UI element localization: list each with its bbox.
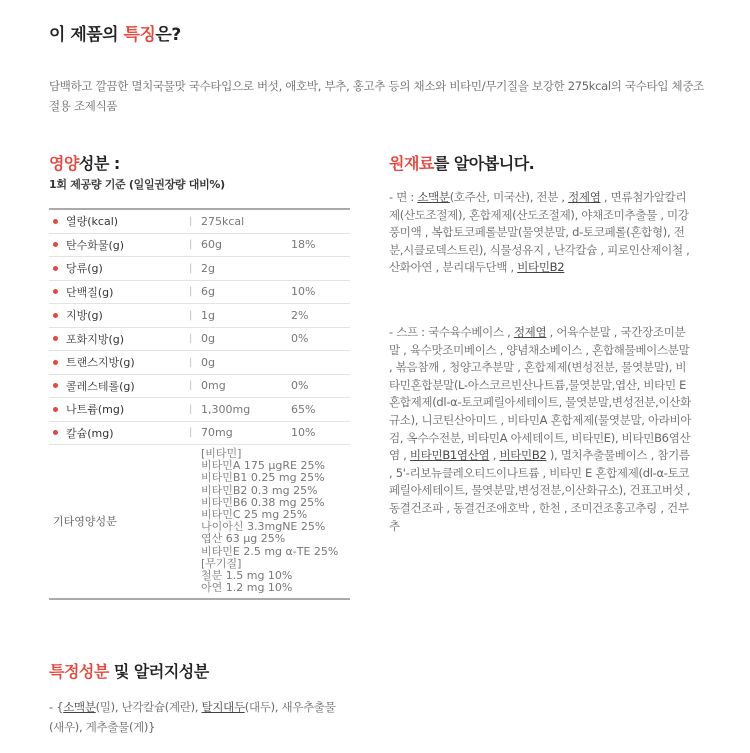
allergen-list: - {소맥분(밀), 난각칼슘(계란), 탈지대두(대두), 새우추출물(새우), 게추출물(게)} — [49, 700, 336, 734]
nutrient-name: 포화지방(g) — [66, 332, 125, 346]
nutrient-percent: 65% — [291, 402, 316, 416]
soup-ingredients: - 스프 : 국수육수베이스 , 정제염 , 어육수분말 , 국간장조미분말 , 육수맛조미베이스 , 양념채소베이스 , 혼합해물베이스분말 , 볶음참깨 , 청양고추분말 , 혼합제제(변성전분, 물엿분말), 비타민혼합분말(L-아스코르빈산나트륨,물엿분말,엽산, 비타민 E 혼합제제(dl-α-토코페릴아세테이트, 물엿분말,변성전분,이산화규소), 니코틴산아미드 , 비타민A 혼합제제(물엿분말, 아라비아검, 옥수수전분, 비타민A 아세테이트, 비타민E), 비타민B6염산염 , 비타민B1염산염 , 비타민B2 ), 멸치추출물베이스 , 참기름 , 5'-리보뉴클레오티드이나트륨 , 비타민 E 혼합제제(dl-α-토코페릴아세테이트, 물엿분말,변성전분,이산화규소), 건표고버섯 , 동결건조파 , 동결건조애호박 , 한천 , 조미건조홍고추링 , 건부추 — [389, 325, 692, 533]
column-separator: | — [189, 356, 193, 368]
nutrient-name: 지방(g) — [66, 309, 103, 323]
other-nutrient-line: 비타민E 2.5 mg α-TE 25% — [201, 544, 339, 558]
nutrient-name: 열량(kcal) — [66, 215, 119, 229]
column-separator: | — [189, 333, 193, 345]
other-nutrient-line: 비타민B1 0.25 mg 25% — [201, 471, 325, 485]
nutrient-amount: 1g — [201, 308, 215, 322]
column-separator: | — [189, 239, 193, 251]
other-nutrients-row — [49, 445, 350, 598]
ingredient-highlight: 정제염 — [513, 325, 547, 339]
other-nutrient-line: 비타민C 25 mg 25% — [201, 508, 308, 522]
nutrient-amount: 60g — [201, 238, 222, 252]
nutrition-row — [49, 328, 350, 352]
raw-materials-title: 원재료를 알아봅니다. — [389, 154, 535, 173]
nutrition-row — [49, 281, 350, 305]
nutrient-percent: 10% — [291, 285, 316, 299]
nutrient-percent: 18% — [291, 238, 316, 252]
allergen-highlight: 소맥분 — [63, 700, 96, 714]
bullet-icon — [53, 313, 58, 318]
column-separator: | — [189, 380, 193, 392]
nutrition-row — [49, 398, 350, 422]
other-nutrient-line: 엽산 63 μg 25% — [201, 532, 286, 546]
allergen-highlight: 탈지대두 — [201, 700, 245, 714]
nutrient-name: 당류(g) — [66, 262, 103, 276]
nutrient-name: 트랜스지방(g) — [66, 356, 135, 370]
nutrition-subtitle: 1회 제공량 기준 (일일권장량 대비%) — [49, 178, 225, 191]
column-separator: | — [189, 427, 193, 439]
ingredient-highlight: 비타민B2 — [499, 448, 547, 463]
column-separator: | — [189, 215, 193, 227]
nutrient-amount: 2g — [201, 261, 215, 275]
allergen-highlight: 소맥분 — [417, 190, 450, 204]
other-nutrient-line: 비타민B2 0.3 mg 25% — [201, 483, 318, 497]
bullet-icon — [53, 336, 58, 341]
nutrient-amount: 6g — [201, 285, 215, 299]
noodle-ingredients: - 면 : 소맥분(호주산, 미국산), 전분 , 정제염 , 면류첨가알칼리제(산도조절제), 혼합제제(산도조절제), 야채조미추출물 , 미강풍미액 , 복합토코페롤분말(물엿분말, d-토코페롤(혼합형), 전분,시클로덱스트린), 식물성유지 , 난각칼슘 , 피로인산제이철 , 산화아연 , 분리대두단백 , 비타민B2 — [389, 190, 690, 275]
allergen-title: 특정성분 및 알러지성분 — [49, 662, 209, 681]
other-nutrient-line: 비타민A 175 μgRE 25% — [201, 459, 325, 473]
bullet-icon — [53, 219, 58, 224]
nutrient-name: 콜레스테롤(g) — [66, 379, 135, 393]
bullet-icon — [53, 266, 58, 271]
other-nutrient-line: 아연 1.2 mg 10% — [201, 581, 293, 595]
product-description: 담백하고 깔끔한 멸치국물맛 국수타입으로 버섯, 애호박, 부추, 홍고추 등의 채소와 비타민/무기질을 보강한 275kcal의 국수타입 체중조절용 조제식품 — [49, 79, 704, 113]
mineral-group-header: [무기질] — [201, 556, 242, 570]
nutrition-row — [49, 210, 350, 234]
other-nutrient-line: 철분 1.5 mg 10% — [201, 569, 293, 583]
nutrient-amount: 1,300mg — [201, 402, 251, 416]
column-separator: | — [189, 309, 193, 321]
bullet-icon — [53, 407, 58, 412]
bullet-icon — [53, 289, 58, 294]
nutrient-name: 칼슘(mg) — [66, 426, 114, 440]
nutrition-row — [49, 304, 350, 328]
other-nutrients-label: 기타영양성분 — [53, 515, 117, 529]
nutrient-percent: 2% — [291, 308, 309, 322]
column-separator: | — [189, 262, 193, 274]
nutrition-row — [49, 234, 350, 258]
bullet-icon — [53, 360, 58, 365]
vitamin-group-header: [비타민] — [201, 447, 242, 460]
other-nutrients-list — [201, 448, 338, 594]
bullet-icon — [53, 430, 58, 435]
nutrition-title: 영양성분 : — [49, 154, 120, 173]
ingredient-highlight: 비타민B2 — [517, 260, 565, 275]
bullet-icon — [53, 383, 58, 388]
nutrition-row — [49, 422, 350, 446]
other-nutrient-line: 나이아신 3.3mgNE 25% — [201, 520, 326, 534]
page-title: 이 제품의 특징은? — [49, 25, 181, 45]
nutrition-row — [49, 351, 350, 375]
nutrient-percent: 0% — [291, 379, 309, 393]
nutrient-amount: 0mg — [201, 379, 226, 393]
bullet-icon — [53, 242, 58, 247]
nutrient-name: 단백질(g) — [66, 285, 114, 299]
nutrition-table — [49, 208, 350, 600]
nutrient-percent: 0% — [291, 332, 309, 346]
column-separator: | — [189, 286, 193, 298]
other-nutrient-line: 비타민B6 0.38 mg 25% — [201, 495, 325, 509]
nutrition-row — [49, 257, 350, 281]
nutrient-amount: 275kcal — [201, 214, 245, 228]
nutrient-amount: 0g — [201, 332, 215, 346]
nutrient-amount: 0g — [201, 355, 215, 369]
ingredient-highlight: 정제염 — [568, 190, 601, 204]
nutrient-name: 나트륨(mg) — [66, 403, 125, 417]
nutrient-name: 탄수화물(g) — [66, 238, 125, 252]
column-separator: | — [189, 403, 193, 415]
nutrient-percent: 10% — [291, 426, 316, 440]
nutrient-amount: 70mg — [201, 426, 233, 440]
ingredient-highlight: 비타민B1염산염 — [409, 448, 490, 463]
nutrition-row — [49, 375, 350, 399]
